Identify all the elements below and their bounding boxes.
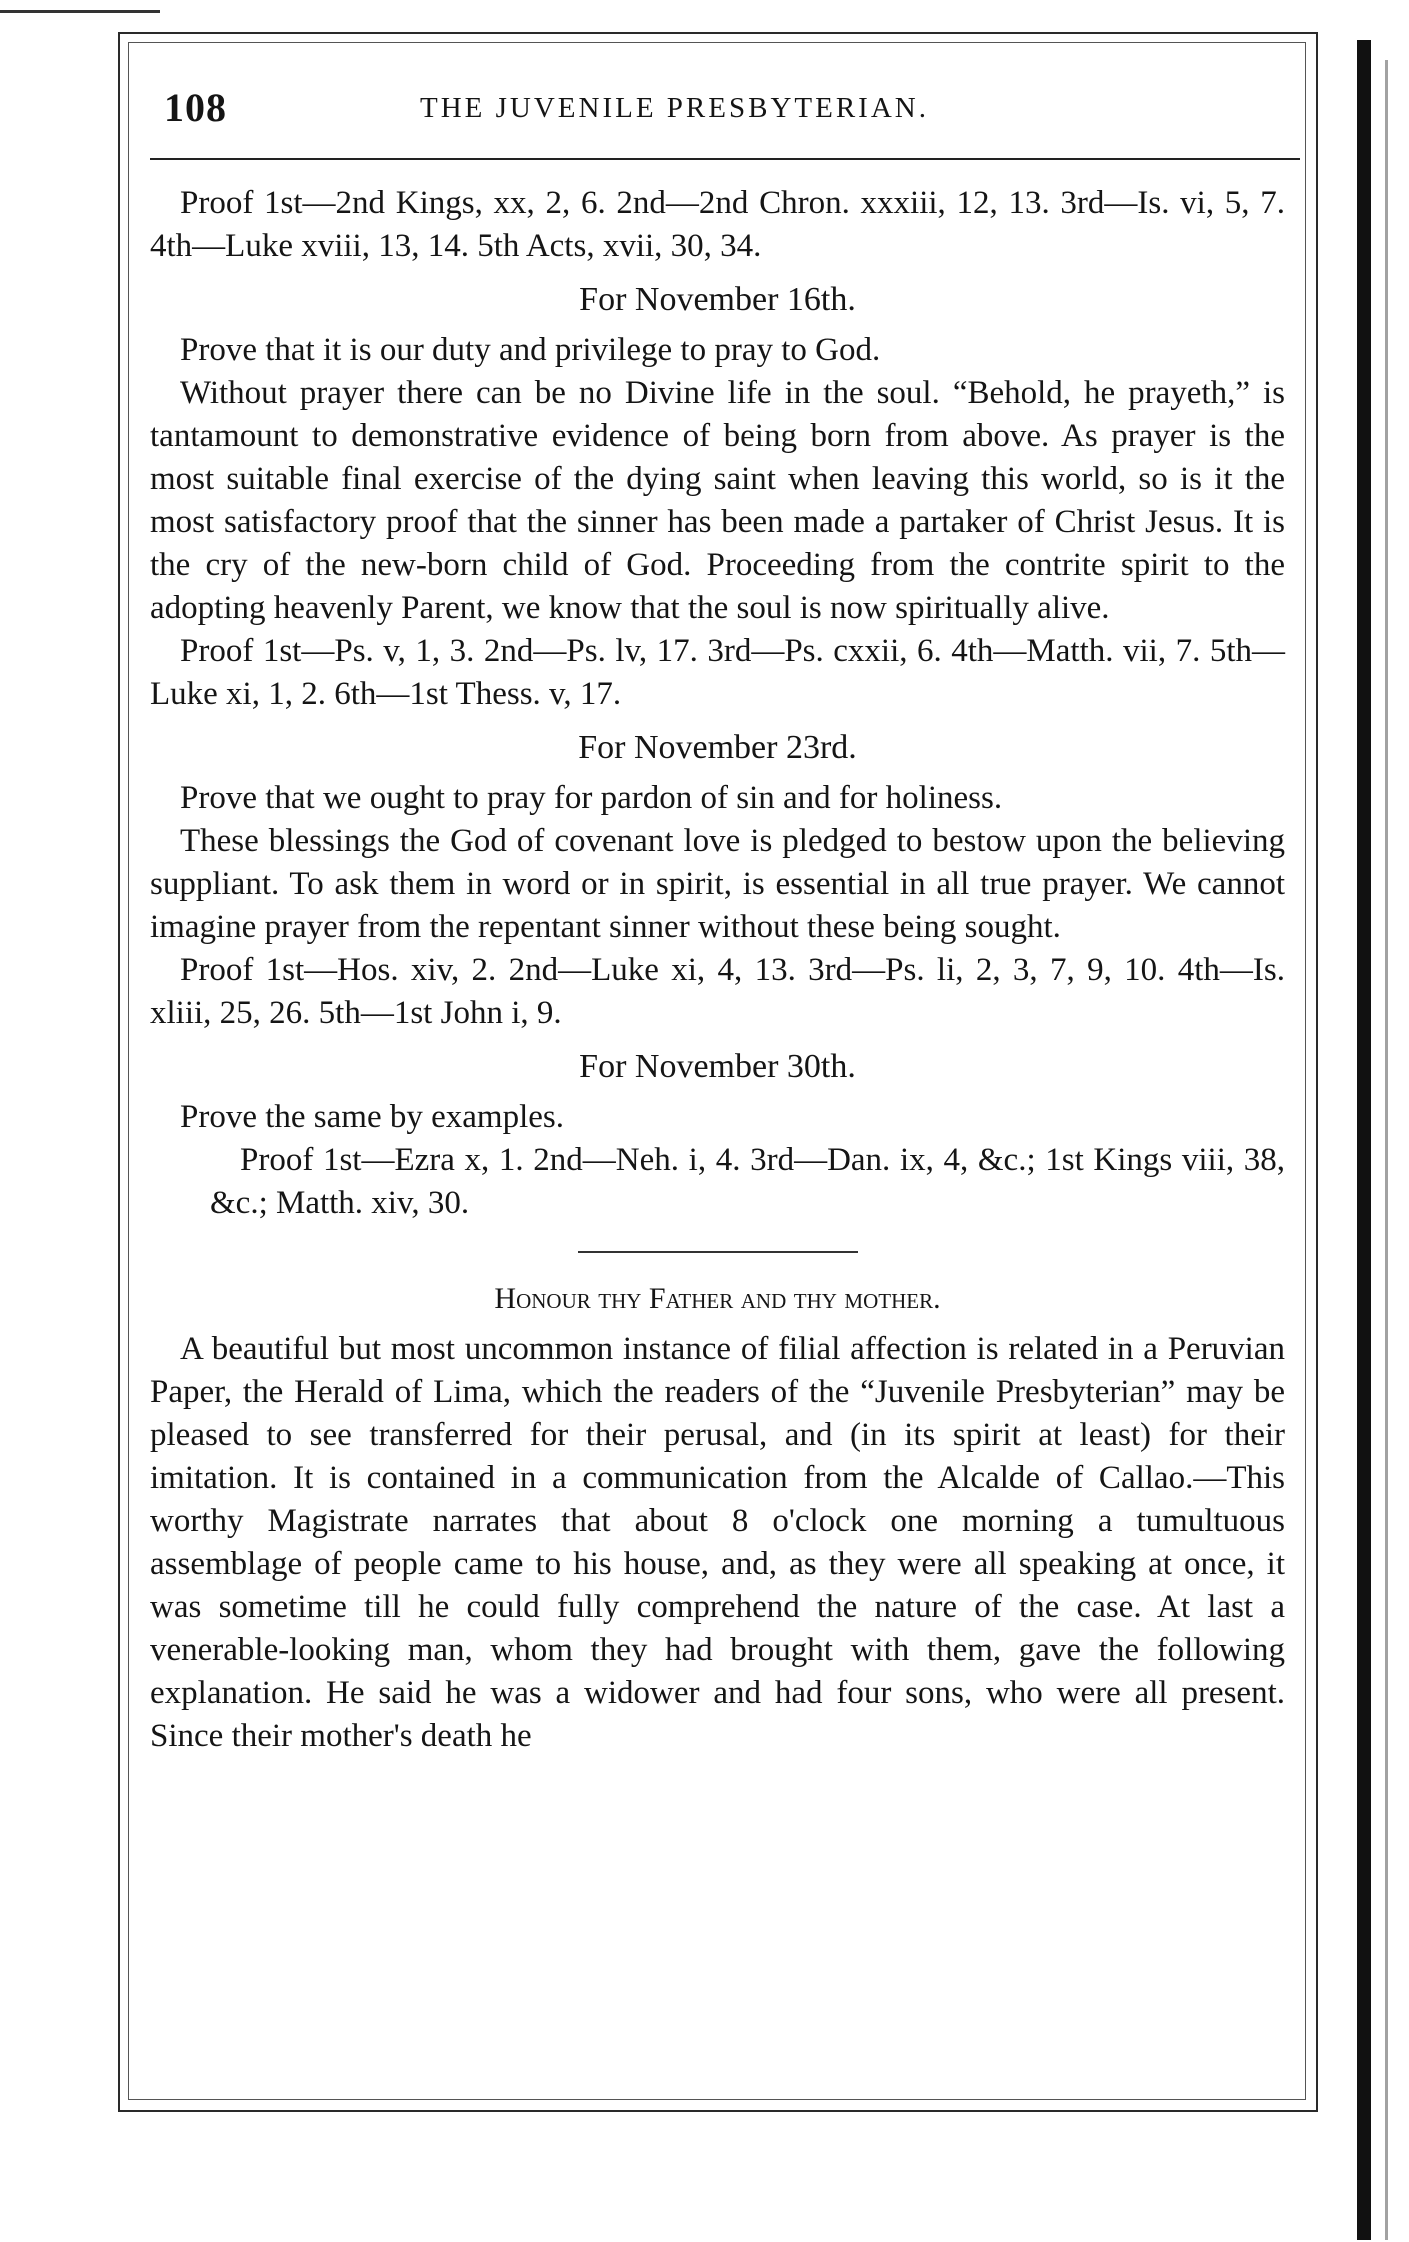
paragraph: Without prayer there can be no Divine life in the soul. “Behold, he prayeth,” is tantamount to demonstrative evidence of being born from above. As prayer is the most suitable final exercise of the dying saint when leaving this world, so is it the most satisfactory proof that the sinner has been made a partaker of Christ Jesus. It is the cry of the new-born child of God. Proceeding from the contrite spirit to the adopting heavenly Parent, we know that the soul is now spiritually alive.	[150, 375, 1285, 626]
proof-texts: Proof 1st—2nd Kings, xx, 2, 6. 2nd—2nd Chron. xxxiii, 12, 13. 3rd—Is. vi, 5, 7. 4th—Luke xviii, 13, 14. 5th Acts, xvii, 30, 34.	[150, 185, 1285, 264]
running-head: THE JUVENILE PRESBYTERIAN.	[420, 92, 929, 124]
page-number: 108	[164, 85, 227, 130]
question-line: Prove that we ought to pray for pardon of sin and for holiness.	[180, 780, 1003, 816]
date-heading: For November 23rd.	[578, 729, 857, 766]
proof-texts: Proof 1st—Ezra x, 1. 2nd—Neh. i, 4. 3rd—Dan. ix, 4, &c.; 1st Kings viii, 38, &c.; Matth. xiv, 30.	[210, 1142, 1285, 1221]
question-line: Prove that it is our duty and privilege to pray to God.	[180, 332, 881, 368]
section-title: Honour thy Father and thy mother.	[494, 1282, 941, 1315]
page	[150, 62, 1300, 2092]
binding-edge-shadow	[1357, 40, 1371, 2240]
top-edge-rule	[0, 10, 160, 13]
proof-texts: Proof 1st—Hos. xiv, 2. 2nd—Luke xi, 4, 13. 3rd—Ps. li, 2, 3, 7, 9, 10. 4th—Is. xliii, 25, 26. 5th—1st John i, 9.	[150, 952, 1285, 1031]
binding-edge-line	[1385, 60, 1388, 2240]
proof-texts: Proof 1st—Ps. v, 1, 3. 2nd—Ps. lv, 17. 3rd—Ps. cxxii, 6. 4th—Matth. vii, 7. 5th—Luke xi, 1, 2. 6th—1st Thess. v, 17.	[150, 633, 1285, 712]
section-divider	[578, 1251, 858, 1253]
question-line: Prove the same by examples.	[180, 1099, 564, 1135]
paragraph: These blessings the God of covenant love is pledged to bestow upon the believing suppliant. To ask them in word or in spirit, is essential in all true prayer. We cannot imagine prayer from the repentant sinner without these being sought.	[150, 823, 1285, 945]
date-heading: For November 16th.	[579, 281, 856, 318]
paragraph: A beautiful but most uncommon instance of filial affection is related in a Peruvian Paper, the Herald of Lima, which the readers of the “Juvenile Presbyterian” may be pleased to see transferred for their perusal, and (in its spirit at least) for their imitation. It is contained in a communication from the Alcalde of Callao.—This worthy Magistrate narrates that about 8 o'clock one morning a tumultuous assemblage of people came to his house, and, as they were all speaking at once, it was sometime till he could fully comprehend the nature of the case. At last a venerable-looking man, whom they had brought with them, gave the following explanation. He said he was a widower and had four sons, who were all present. Since their mother's death he	[150, 1331, 1285, 1754]
date-heading: For November 30th.	[579, 1048, 856, 1085]
article-body	[150, 182, 1285, 1758]
page-header	[150, 62, 1300, 160]
